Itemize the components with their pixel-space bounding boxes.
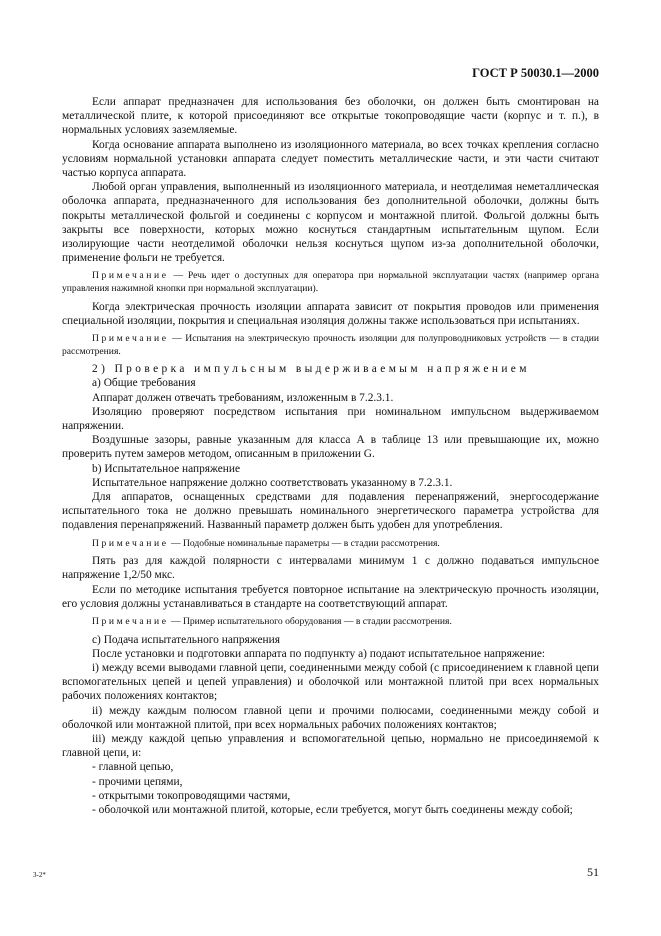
note <box>62 333 599 358</box>
paragraph: Испытательное напряжение должно соответствовать указанному в 7.2.3.1. <box>92 476 453 489</box>
list-item: ii) между каждым полюсом главной цепи и прочими полюсами, соединенными между собой и оболочкой или монтажной плитой, при всех нормальных рабочих положениях контактов; <box>62 704 599 731</box>
paragraph: Пять раз для каждой полярности с интервалами минимум 1 с должно подаваться импульсное напряжение 1,2/50 мкс. <box>62 555 599 582</box>
note-label: Примечание <box>92 333 169 345</box>
list-item: i) между всеми выводами главной цепи, соединенными между собой (с присоединением к главной цепи вспомогательных цепей и цепей управления) и оболочкой или монтажной плитой при всех нормальных рабочих положениях контактов; <box>62 662 599 703</box>
note-text: — Подобные номинальные параметры — в стадии рассмотрения. <box>168 537 440 549</box>
paragraph: Любой орган управления, выполненный из изоляционного материала, и неотделимая неметаллическая оболочка аппарата, предназначенного для использования без дополнительной оболочки, должны быть покрыты металлической фольгой и соединены с корпусом и монтажной плитой. Фольгой должны быть закрыты все поверхности, которых можно коснуться стандартным испытательным щупом. Если изолирующие части неотделимой оболочки нельзя коснуться щупом из-за дополнительной оболочки, применение фольги не требуется. <box>62 181 599 265</box>
subsection-heading: а) Общие требования <box>92 377 196 390</box>
paragraph: Если аппарат предназначен для использования без оболочки, он должен быть смонтирован на металлической плите, к которой присоединяют все открытые токопроводящие части (корпус и т. п.), в нормальных условиях заземляемые. <box>62 96 599 137</box>
subsection-heading: b) Испытательное напряжение <box>92 462 241 475</box>
section-heading: 2) Проверка импульсным выдерживаемым напряжением <box>92 363 530 376</box>
footer-mark: 3-2* <box>33 871 46 879</box>
paragraph: Для аппаратов, оснащенных средствами для подавления перенапряжений, энергосодержание испытательного тока не должно превышать номинального энергетического параметра устройства для подавления перенапряжений. Названный параметр должен быть удобен для употребления. <box>62 491 599 532</box>
document-body <box>62 95 599 817</box>
note-text: — Пример испытательного оборудования — в стадии рассмотрения. <box>168 616 452 628</box>
dash-item: - главной цепью, <box>92 761 174 774</box>
note <box>62 616 599 629</box>
dash-item: - прочими цепями, <box>92 775 183 788</box>
note-text: — Испытания на электрическую прочность изоляции для полупроводниковых устройств — в стадии рассмотрения. <box>62 333 599 357</box>
note <box>62 538 599 551</box>
paragraph: Когда основание аппарата выполнено из изоляционного материала, во всех точках крепления согласно условиям нормальной установки аппарата следует поместить металлические части, и эти части считают частью корпуса аппарата. <box>62 138 599 180</box>
note-label: Примечание <box>92 270 169 282</box>
page-number: 51 <box>587 865 599 879</box>
paragraph: Изоляцию проверяют посредством испытания при номинальном импульсном выдерживаемом напряжении. <box>62 405 599 433</box>
note <box>62 270 599 295</box>
note-label: Примечание <box>92 616 169 628</box>
paragraph: Воздушные зазоры, равные указанным для класса А в таблице 13 или превышающие их, можно проверить путем замеров методом, описанным в приложении G. <box>62 434 599 461</box>
paragraph: Когда электрическая прочность изоляции аппарата зависит от покрытия проводов или применения специальной изоляции, покрытия и специальная изоляция должны также использоваться при испытаниях. <box>62 300 599 327</box>
dash-item: - оболочкой или монтажной плитой, которые, если требуется, могут быть соединены между собой; <box>92 804 573 817</box>
dash-item: - открытыми токопроводящими частями, <box>92 789 291 802</box>
note-text: — Речь идет о доступных для оператора при нормальной эксплуатации частях (например органа управления нажимной кнопки при нормальной эксплуатации). <box>62 270 599 295</box>
document-header: ГОСТ Р 50030.1—2000 <box>472 66 599 80</box>
subsection-heading: с) Подача испытательного напряжения <box>92 633 280 646</box>
paragraph: Аппарат должен отвечать требованиям, изложенным в 7.2.3.1. <box>92 391 394 404</box>
paragraph: После установки и подготовки аппарата по подпункту а) подают испытательное напряжение: <box>92 647 546 660</box>
note-label: Примечание <box>92 537 169 549</box>
list-item: iii) между каждой цепью управления и вспомогательной цепью, нормально не присоединяемой к главной цепи, и: <box>62 733 599 760</box>
paragraph: Если по методике испытания требуется повторное испытание на электрическую прочность изоляции, его условия должны устанавливаться в стандарте на соответствующий аппарат. <box>62 583 599 610</box>
